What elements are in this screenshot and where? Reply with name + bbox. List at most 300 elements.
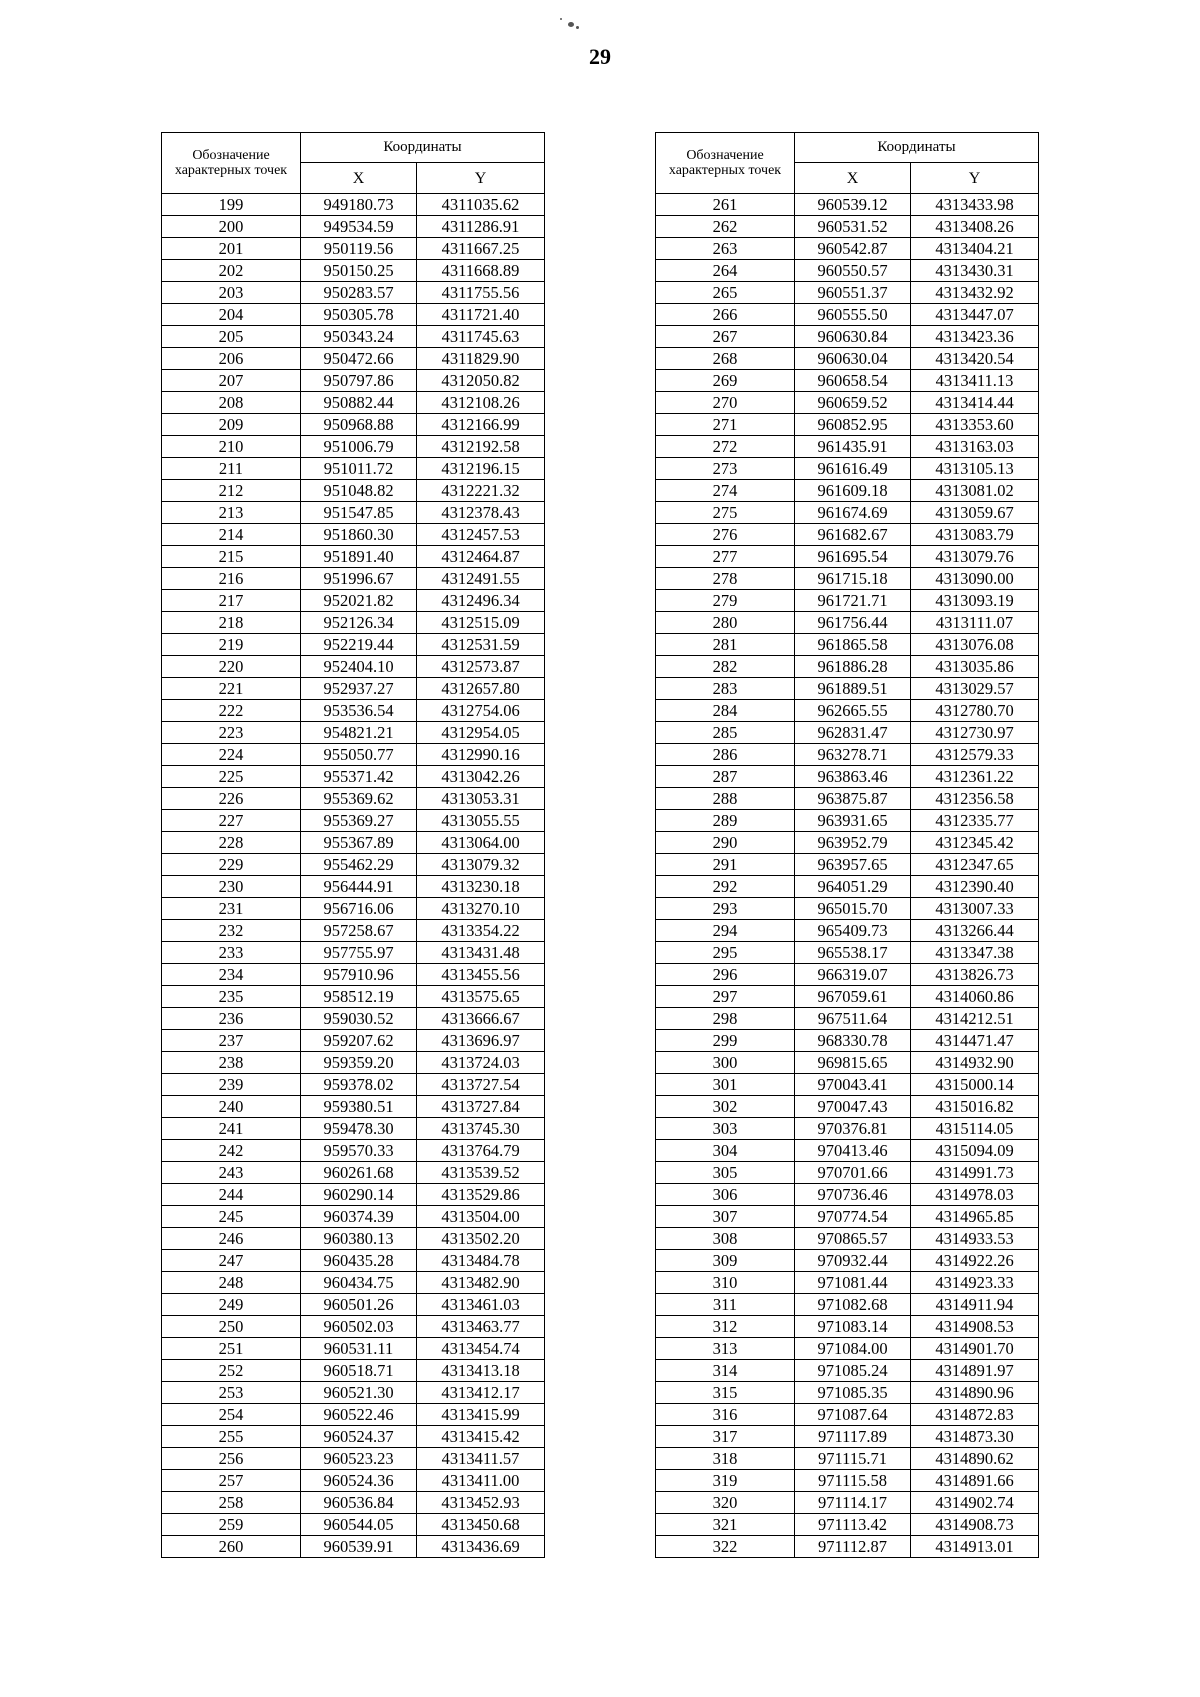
y-cell: 4313436.69 <box>417 1536 545 1558</box>
y-cell: 4312050.82 <box>417 370 545 392</box>
point-id-cell: 217 <box>162 590 301 612</box>
y-cell: 4314922.26 <box>911 1250 1039 1272</box>
point-id-cell: 277 <box>656 546 795 568</box>
y-cell: 4313420.54 <box>911 348 1039 370</box>
x-cell: 955367.89 <box>301 832 417 854</box>
point-id-cell: 258 <box>162 1492 301 1514</box>
table-row <box>162 1206 545 1228</box>
point-id-cell: 214 <box>162 524 301 546</box>
table-row <box>656 1228 1039 1250</box>
point-id-cell: 272 <box>656 436 795 458</box>
y-cell: 4314908.73 <box>911 1514 1039 1536</box>
point-id-cell: 281 <box>656 634 795 656</box>
point-id-cell: 279 <box>656 590 795 612</box>
x-cell: 961865.58 <box>795 634 911 656</box>
x-cell: 960544.05 <box>301 1514 417 1536</box>
table-row <box>162 656 545 678</box>
y-cell: 4311721.40 <box>417 304 545 326</box>
x-cell: 955050.77 <box>301 744 417 766</box>
y-cell: 4313504.00 <box>417 1206 545 1228</box>
point-id-cell: 288 <box>656 788 795 810</box>
table-row <box>656 898 1039 920</box>
point-id-cell: 285 <box>656 722 795 744</box>
y-cell: 4312166.99 <box>417 414 545 436</box>
y-cell: 4314932.90 <box>911 1052 1039 1074</box>
point-id-cell: 287 <box>656 766 795 788</box>
y-cell: 4313455.56 <box>417 964 545 986</box>
x-cell: 951011.72 <box>301 458 417 480</box>
x-cell: 950882.44 <box>301 392 417 414</box>
y-cell: 4314901.70 <box>911 1338 1039 1360</box>
point-id-cell: 209 <box>162 414 301 436</box>
point-id-cell: 301 <box>656 1074 795 1096</box>
point-id-cell: 283 <box>656 678 795 700</box>
y-cell: 4313575.65 <box>417 986 545 1008</box>
point-id-cell: 225 <box>162 766 301 788</box>
y-cell: 4314991.73 <box>911 1162 1039 1184</box>
point-id-cell: 227 <box>162 810 301 832</box>
x-cell: 971084.00 <box>795 1338 911 1360</box>
x-cell: 954821.21 <box>301 722 417 744</box>
x-cell: 951996.67 <box>301 568 417 590</box>
table-row <box>162 722 545 744</box>
point-id-cell: 290 <box>656 832 795 854</box>
y-cell: 4313354.22 <box>417 920 545 942</box>
x-cell: 971112.87 <box>795 1536 911 1558</box>
table-row <box>656 194 1039 216</box>
table-row <box>162 1030 545 1052</box>
x-cell: 960374.39 <box>301 1206 417 1228</box>
x-cell: 960522.46 <box>301 1404 417 1426</box>
x-cell: 971117.89 <box>795 1426 911 1448</box>
x-cell: 951006.79 <box>301 436 417 458</box>
point-id-cell: 291 <box>656 854 795 876</box>
y-cell: 4314060.86 <box>911 986 1039 1008</box>
table-row <box>656 414 1039 436</box>
table-row <box>162 700 545 722</box>
point-id-cell: 248 <box>162 1272 301 1294</box>
y-cell: 4312531.59 <box>417 634 545 656</box>
x-cell: 971085.24 <box>795 1360 911 1382</box>
table-row <box>656 1360 1039 1382</box>
x-cell: 971115.58 <box>795 1470 911 1492</box>
x-cell: 961682.67 <box>795 524 911 546</box>
y-cell: 4315094.09 <box>911 1140 1039 1162</box>
y-cell: 4313007.33 <box>911 898 1039 920</box>
table-row <box>656 678 1039 700</box>
x-cell: 960261.68 <box>301 1162 417 1184</box>
y-cell: 4312356.58 <box>911 788 1039 810</box>
point-id-cell: 202 <box>162 260 301 282</box>
y-cell: 4314911.94 <box>911 1294 1039 1316</box>
x-cell: 959478.30 <box>301 1118 417 1140</box>
y-cell: 4311668.89 <box>417 260 545 282</box>
y-cell: 4312347.65 <box>911 854 1039 876</box>
x-cell: 967511.64 <box>795 1008 911 1030</box>
point-id-cell: 230 <box>162 876 301 898</box>
x-cell: 971113.42 <box>795 1514 911 1536</box>
table-row <box>162 1272 545 1294</box>
point-id-cell: 222 <box>162 700 301 722</box>
x-cell: 962665.55 <box>795 700 911 722</box>
table-row <box>162 216 545 238</box>
point-id-cell: 313 <box>656 1338 795 1360</box>
point-id-cell: 315 <box>656 1382 795 1404</box>
y-cell: 4312491.55 <box>417 568 545 590</box>
y-cell: 4312221.32 <box>417 480 545 502</box>
y-cell: 4313411.00 <box>417 1470 545 1492</box>
point-id-cell: 269 <box>656 370 795 392</box>
coordinates-table-left-body <box>162 194 545 1558</box>
y-cell: 4312754.06 <box>417 700 545 722</box>
x-cell: 960501.26 <box>301 1294 417 1316</box>
point-id-cell: 263 <box>656 238 795 260</box>
x-cell: 967059.61 <box>795 986 911 1008</box>
table-row <box>656 656 1039 678</box>
point-id-cell: 199 <box>162 194 301 216</box>
table-row <box>162 942 545 964</box>
x-cell: 960550.57 <box>795 260 911 282</box>
point-id-cell: 250 <box>162 1316 301 1338</box>
y-cell: 4312108.26 <box>417 392 545 414</box>
table-row <box>162 1162 545 1184</box>
x-cell: 961435.91 <box>795 436 911 458</box>
y-cell: 4314471.47 <box>911 1030 1039 1052</box>
x-cell: 971085.35 <box>795 1382 911 1404</box>
y-cell: 4312954.05 <box>417 722 545 744</box>
x-cell: 953536.54 <box>301 700 417 722</box>
point-id-cell: 311 <box>656 1294 795 1316</box>
y-cell: 4312496.34 <box>417 590 545 612</box>
x-cell: 959030.52 <box>301 1008 417 1030</box>
table-row <box>656 1250 1039 1272</box>
table-row <box>162 1316 545 1338</box>
y-cell: 4313266.44 <box>911 920 1039 942</box>
x-cell: 957258.67 <box>301 920 417 942</box>
y-cell: 4313064.00 <box>417 832 545 854</box>
point-id-cell: 262 <box>656 216 795 238</box>
y-cell: 4314890.62 <box>911 1448 1039 1470</box>
x-cell: 970043.41 <box>795 1074 911 1096</box>
point-id-cell: 280 <box>656 612 795 634</box>
table-row <box>162 480 545 502</box>
point-id-cell: 237 <box>162 1030 301 1052</box>
table-row <box>656 810 1039 832</box>
table-row <box>656 282 1039 304</box>
x-cell: 960555.50 <box>795 304 911 326</box>
table-row <box>656 700 1039 722</box>
table-row <box>656 788 1039 810</box>
y-cell: 4313055.55 <box>417 810 545 832</box>
point-id-cell: 319 <box>656 1470 795 1492</box>
y-cell: 4313450.68 <box>417 1514 545 1536</box>
table-row <box>162 590 545 612</box>
table-row <box>162 260 545 282</box>
point-id-cell: 245 <box>162 1206 301 1228</box>
x-cell: 951547.85 <box>301 502 417 524</box>
point-id-cell: 254 <box>162 1404 301 1426</box>
y-cell: 4313745.30 <box>417 1118 545 1140</box>
y-cell: 4312345.42 <box>911 832 1039 854</box>
x-cell: 960630.04 <box>795 348 911 370</box>
point-id-cell: 247 <box>162 1250 301 1272</box>
x-header: X <box>301 163 417 194</box>
y-cell: 4312457.53 <box>417 524 545 546</box>
point-id-cell: 201 <box>162 238 301 260</box>
point-id-cell: 239 <box>162 1074 301 1096</box>
x-cell: 971115.71 <box>795 1448 911 1470</box>
table-row <box>162 920 545 942</box>
point-id-cell: 293 <box>656 898 795 920</box>
table-row <box>656 1008 1039 1030</box>
point-id-cell: 312 <box>656 1316 795 1338</box>
table-row <box>656 1470 1039 1492</box>
coordinates-table-right-body <box>656 194 1039 1558</box>
point-id-cell: 221 <box>162 678 301 700</box>
point-id-cell: 210 <box>162 436 301 458</box>
point-id-cell: 242 <box>162 1140 301 1162</box>
y-cell: 4315114.05 <box>911 1118 1039 1140</box>
y-cell: 4313093.19 <box>911 590 1039 612</box>
table-row <box>656 1338 1039 1360</box>
x-cell: 971081.44 <box>795 1272 911 1294</box>
y-cell: 4311755.56 <box>417 282 545 304</box>
y-cell: 4313111.07 <box>911 612 1039 634</box>
y-cell: 4314891.66 <box>911 1470 1039 1492</box>
point-id-cell: 298 <box>656 1008 795 1030</box>
x-cell: 960434.75 <box>301 1272 417 1294</box>
table-row <box>656 238 1039 260</box>
x-cell: 960539.12 <box>795 194 911 216</box>
x-cell: 961889.51 <box>795 678 911 700</box>
y-cell: 4313404.21 <box>911 238 1039 260</box>
y-cell: 4314872.83 <box>911 1404 1039 1426</box>
x-cell: 959378.02 <box>301 1074 417 1096</box>
x-cell: 965538.17 <box>795 942 911 964</box>
point-id-cell: 296 <box>656 964 795 986</box>
x-cell: 952937.27 <box>301 678 417 700</box>
point-id-cell: 200 <box>162 216 301 238</box>
x-cell: 960524.37 <box>301 1426 417 1448</box>
point-id-cell: 260 <box>162 1536 301 1558</box>
point-id-cell: 211 <box>162 458 301 480</box>
point-id-cell: 249 <box>162 1294 301 1316</box>
point-id-cell: 271 <box>656 414 795 436</box>
table-row <box>162 964 545 986</box>
y-cell: 4315016.82 <box>911 1096 1039 1118</box>
table-row <box>162 1448 545 1470</box>
y-cell: 4312196.15 <box>417 458 545 480</box>
y-cell: 4313053.31 <box>417 788 545 810</box>
y-cell: 4311745.63 <box>417 326 545 348</box>
point-id-cell: 229 <box>162 854 301 876</box>
scan-speck <box>568 22 574 27</box>
point-id-cell: 208 <box>162 392 301 414</box>
table-row <box>656 876 1039 898</box>
x-cell: 962831.47 <box>795 722 911 744</box>
scan-speck <box>560 18 562 20</box>
x-cell: 950797.86 <box>301 370 417 392</box>
y-cell: 4314902.74 <box>911 1492 1039 1514</box>
x-cell: 949180.73 <box>301 194 417 216</box>
x-cell: 960435.28 <box>301 1250 417 1272</box>
table-row <box>162 1404 545 1426</box>
table-row <box>656 612 1039 634</box>
point-id-cell: 220 <box>162 656 301 678</box>
table-row <box>656 1096 1039 1118</box>
table-row <box>162 678 545 700</box>
table-row <box>656 832 1039 854</box>
point-id-cell: 205 <box>162 326 301 348</box>
point-id-cell: 203 <box>162 282 301 304</box>
table-row <box>162 1514 545 1536</box>
table-row <box>162 458 545 480</box>
table-row <box>656 744 1039 766</box>
x-cell: 971087.64 <box>795 1404 911 1426</box>
x-cell: 959359.20 <box>301 1052 417 1074</box>
x-cell: 960531.11 <box>301 1338 417 1360</box>
x-cell: 950150.25 <box>301 260 417 282</box>
y-cell: 4312657.80 <box>417 678 545 700</box>
y-header: Y <box>417 163 545 194</box>
point-id-cell: 297 <box>656 986 795 1008</box>
x-cell: 955462.29 <box>301 854 417 876</box>
table-row <box>656 1272 1039 1294</box>
table-row <box>162 1470 545 1492</box>
table-row <box>656 1448 1039 1470</box>
table-row <box>162 1338 545 1360</box>
y-cell: 4313724.03 <box>417 1052 545 1074</box>
x-cell: 960659.52 <box>795 392 911 414</box>
x-cell: 963952.79 <box>795 832 911 854</box>
point-id-cell: 300 <box>656 1052 795 1074</box>
table-row <box>656 1316 1039 1338</box>
x-cell: 952126.34 <box>301 612 417 634</box>
y-cell: 4312361.22 <box>911 766 1039 788</box>
x-cell: 952219.44 <box>301 634 417 656</box>
y-cell: 4311667.25 <box>417 238 545 260</box>
y-cell: 4313727.54 <box>417 1074 545 1096</box>
y-cell: 4314891.97 <box>911 1360 1039 1382</box>
point-id-cell: 228 <box>162 832 301 854</box>
point-id-cell: 270 <box>656 392 795 414</box>
point-id-cell: 236 <box>162 1008 301 1030</box>
x-cell: 965409.73 <box>795 920 911 942</box>
point-id-cell: 294 <box>656 920 795 942</box>
y-cell: 4313035.86 <box>911 656 1039 678</box>
y-cell: 4312579.33 <box>911 744 1039 766</box>
y-cell: 4313059.67 <box>911 502 1039 524</box>
y-cell: 4313430.31 <box>911 260 1039 282</box>
y-cell: 4313415.99 <box>417 1404 545 1426</box>
y-cell: 4312390.40 <box>911 876 1039 898</box>
y-cell: 4313447.07 <box>911 304 1039 326</box>
x-cell: 950968.88 <box>301 414 417 436</box>
point-id-cell: 206 <box>162 348 301 370</box>
point-id-cell: 251 <box>162 1338 301 1360</box>
x-cell: 960539.91 <box>301 1536 417 1558</box>
x-cell: 970047.43 <box>795 1096 911 1118</box>
table-row <box>162 282 545 304</box>
table-row <box>656 326 1039 348</box>
y-cell: 4313432.92 <box>911 282 1039 304</box>
x-cell: 960524.36 <box>301 1470 417 1492</box>
table-row <box>656 634 1039 656</box>
scan-speck <box>576 26 579 29</box>
y-cell: 4313042.26 <box>417 766 545 788</box>
y-cell: 4315000.14 <box>911 1074 1039 1096</box>
x-cell: 957910.96 <box>301 964 417 986</box>
table-row <box>162 568 545 590</box>
table-row <box>656 1206 1039 1228</box>
y-cell: 4313423.36 <box>911 326 1039 348</box>
table-row <box>162 1536 545 1558</box>
y-cell: 4313079.32 <box>417 854 545 876</box>
point-id-cell: 246 <box>162 1228 301 1250</box>
x-cell: 959380.51 <box>301 1096 417 1118</box>
table-row <box>162 1118 545 1140</box>
table-row <box>162 436 545 458</box>
point-id-cell: 218 <box>162 612 301 634</box>
x-cell: 971114.17 <box>795 1492 911 1514</box>
table-row <box>656 722 1039 744</box>
point-id-cell: 316 <box>656 1404 795 1426</box>
table-row <box>656 1536 1039 1558</box>
x-cell: 966319.07 <box>795 964 911 986</box>
x-cell: 951891.40 <box>301 546 417 568</box>
table-row <box>656 480 1039 502</box>
x-cell: 968330.78 <box>795 1030 911 1052</box>
table-row <box>656 1184 1039 1206</box>
x-cell: 956716.06 <box>301 898 417 920</box>
x-cell: 971082.68 <box>795 1294 911 1316</box>
x-cell: 963278.71 <box>795 744 911 766</box>
x-cell: 952404.10 <box>301 656 417 678</box>
y-cell: 4313764.79 <box>417 1140 545 1162</box>
y-cell: 4313452.93 <box>417 1492 545 1514</box>
table-row <box>162 766 545 788</box>
x-cell: 961886.28 <box>795 656 911 678</box>
y-cell: 4312378.43 <box>417 502 545 524</box>
x-cell: 960531.52 <box>795 216 911 238</box>
table-row <box>162 546 545 568</box>
point-id-cell: 307 <box>656 1206 795 1228</box>
point-id-cell: 224 <box>162 744 301 766</box>
table-row <box>162 370 545 392</box>
point-id-cell: 299 <box>656 1030 795 1052</box>
x-cell: 951860.30 <box>301 524 417 546</box>
x-cell: 964051.29 <box>795 876 911 898</box>
point-id-cell: 278 <box>656 568 795 590</box>
y-cell: 4313076.08 <box>911 634 1039 656</box>
y-cell: 4313415.42 <box>417 1426 545 1448</box>
table-row <box>162 986 545 1008</box>
table-row <box>162 854 545 876</box>
x-cell: 963931.65 <box>795 810 911 832</box>
x-cell: 950305.78 <box>301 304 417 326</box>
y-cell: 4313696.97 <box>417 1030 545 1052</box>
table-row <box>162 1294 545 1316</box>
table-row <box>162 304 545 326</box>
x-cell: 960380.13 <box>301 1228 417 1250</box>
x-cell: 956444.91 <box>301 876 417 898</box>
y-cell: 4313484.78 <box>417 1250 545 1272</box>
point-id-cell: 295 <box>656 942 795 964</box>
y-cell: 4313463.77 <box>417 1316 545 1338</box>
point-id-cell: 231 <box>162 898 301 920</box>
table-row <box>162 326 545 348</box>
table-row <box>162 1052 545 1074</box>
